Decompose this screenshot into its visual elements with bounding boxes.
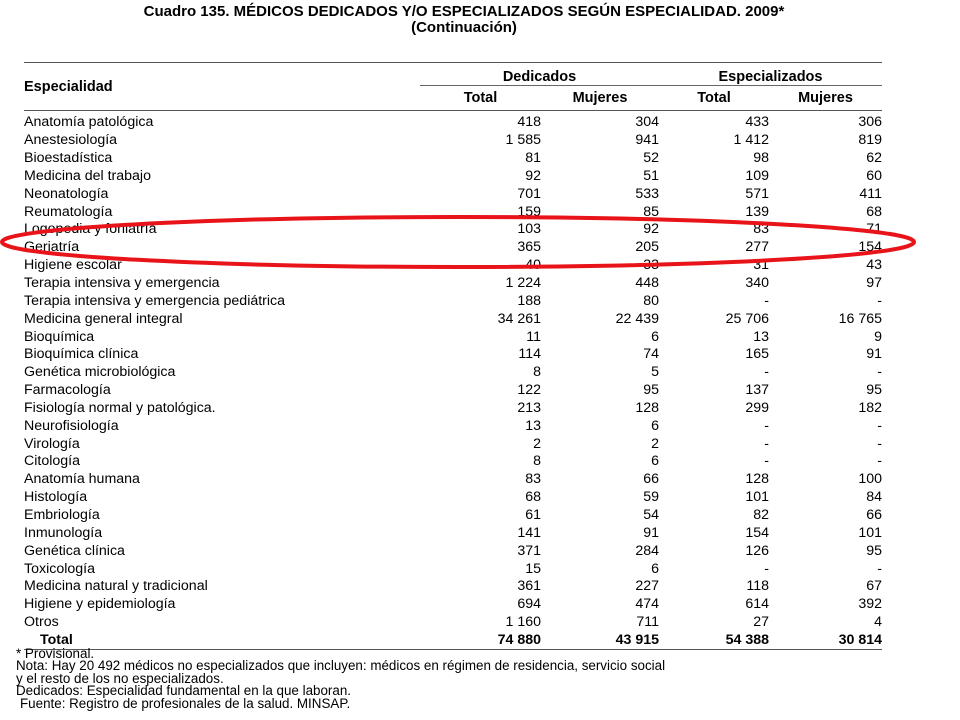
table-row [24, 257, 882, 275]
specialty-name: Fisiología normal y patológica. [24, 399, 216, 416]
specialized-women-value: 4 [874, 614, 882, 631]
header-specialized-women: Mujeres [769, 86, 882, 111]
specialty-name: Inmunología [24, 524, 103, 541]
specialty-name: Neonatología [24, 185, 109, 202]
table-row [24, 524, 882, 542]
dedicated-total-value: 371 [517, 542, 541, 559]
dedicated-total-value: 92 [525, 167, 541, 184]
dedicated-total-value: 8 [533, 364, 541, 381]
specialized-women-value: 306 [858, 114, 882, 131]
dedicated-women-value: 284 [635, 542, 659, 559]
specialized-women-value: 95 [866, 382, 882, 399]
specialized-women-value: 84 [866, 489, 882, 506]
table-row [24, 346, 882, 364]
specialty-name: Genética clínica [24, 542, 125, 559]
dedicated-women-value: 6 [651, 560, 659, 577]
dedicated-total-value: 1 585 [505, 132, 541, 149]
specialized-women-value: - [877, 364, 882, 381]
specialized-women-value: 16 765 [838, 310, 882, 327]
specialized-women-value: 62 [866, 150, 882, 167]
dedicated-total-value: 15 [525, 560, 541, 577]
specialized-total-value: 83 [753, 221, 769, 238]
specialized-total-value: 165 [745, 346, 769, 363]
dedicated-total-value: 61 [525, 506, 541, 523]
dedicated-total-value: 34 261 [497, 310, 541, 327]
page-title [34, 4, 894, 36]
footnotes [16, 648, 896, 710]
specialized-total-value: - [764, 560, 769, 577]
dedicated-total-value: 2 [533, 435, 541, 452]
header-dedicated: Dedicados [420, 63, 659, 86]
specialty-name: Embriología [24, 506, 100, 523]
specialized-total-value: 1 412 [733, 132, 769, 149]
dedicated-total-value: 418 [517, 114, 541, 131]
note-nota-line2: y el resto de los no especializados. [16, 670, 224, 686]
dedicated-women-value: 6 [651, 417, 659, 434]
specialized-women-value: 100 [858, 471, 882, 488]
specialty-name: Toxicología [24, 560, 95, 577]
header-specialty: Especialidad [24, 63, 420, 111]
dedicated-women-value: 6 [651, 328, 659, 345]
specialty-name: Higiene escolar [24, 257, 122, 274]
specialized-total-value: 27 [753, 614, 769, 631]
dedicated-total-value: 83 [525, 471, 541, 488]
specialized-women-value: 154 [858, 239, 882, 256]
dedicated-total-value: 40 [525, 257, 541, 274]
specialty-name: Anestesiología [24, 132, 118, 149]
dedicated-women-value: 128 [635, 399, 659, 416]
table-row [24, 542, 882, 560]
specialized-total-value: 25 706 [725, 310, 769, 327]
specialty-name: Bioquímica [24, 328, 95, 345]
specialized-women-value: 71 [866, 221, 882, 238]
specialized-total-value: 571 [745, 185, 769, 202]
dedicated-total-value: 1 224 [505, 275, 541, 292]
specialized-total-value: - [764, 453, 769, 470]
specialized-total-value: 118 [746, 578, 769, 595]
specialty-name: Medicina natural y tradicional [24, 578, 208, 595]
specialized-women-value: 30 814 [769, 631, 882, 649]
table-body [24, 111, 882, 650]
specialized-women-value: 101 [858, 524, 882, 541]
specialized-total-value: 299 [745, 399, 769, 416]
specialized-women-value: 66 [866, 506, 882, 523]
dedicated-total-value: 74 880 [420, 631, 541, 649]
dedicated-women-value: 74 [643, 346, 659, 363]
specialized-total-value: - [764, 292, 769, 309]
dedicated-women-value: 43 915 [541, 631, 659, 649]
dedicated-total-value: 188 [517, 292, 541, 309]
table-row [24, 111, 882, 132]
dedicated-women-value: 54 [643, 506, 659, 523]
note-nota-line1: Nota: Hay 20 492 médicos no especializados que incluyen: médicos en régimen de residencia, servicio social [16, 658, 666, 674]
header-dedicated-total: Total [420, 86, 541, 111]
dedicated-women-value: 33 [643, 257, 659, 274]
specialized-total-value: 128 [745, 471, 769, 488]
dedicated-women-value: 6 [651, 453, 659, 470]
specialized-women-value: 819 [858, 132, 882, 149]
dedicated-total-value: 122 [517, 382, 541, 399]
dedicated-women-value: 22 439 [615, 310, 659, 327]
specialty-name: Virología [24, 435, 80, 452]
dedicated-women-value: 66 [643, 471, 659, 488]
dedicated-women-value: 59 [643, 489, 659, 506]
specialized-women-value: - [877, 292, 882, 309]
dedicated-total-value: 694 [517, 596, 541, 613]
dedicated-women-value: 474 [635, 596, 659, 613]
specialized-women-value: - [877, 417, 882, 434]
specialized-women-value: 43 [866, 257, 882, 274]
note-dedicados: Dedicados: Especialidad fundamental en la que laboran. [16, 683, 351, 699]
specialty-name: Genética microbiológica [24, 364, 176, 381]
specialty-name: Bioestadística [24, 150, 113, 167]
dedicated-total-value: 13 [525, 417, 541, 434]
specialized-total-value: 433 [745, 114, 769, 131]
dedicated-women-value: 448 [635, 275, 659, 292]
dedicated-women-value: 227 [635, 578, 659, 595]
table-row [24, 221, 882, 239]
specialty-name: Terapia intensiva y emergencia [24, 275, 220, 292]
table-row [24, 578, 882, 596]
specialized-total-value: 82 [753, 506, 769, 523]
dedicated-women-value: 5 [651, 364, 659, 381]
specialized-women-value: - [877, 453, 882, 470]
dedicated-women-value: 941 [635, 132, 659, 149]
dedicated-total-value: 8 [533, 453, 541, 470]
specialized-total-value: 154 [745, 524, 769, 541]
table-row [24, 400, 882, 418]
specialty-name: Anatomía humana [24, 471, 140, 488]
specialty-name: Bioquímica clínica [24, 346, 139, 363]
specialists-table [24, 62, 882, 650]
table-row [24, 614, 882, 632]
specialized-women-value: - [877, 560, 882, 577]
dedicated-women-value: 2 [651, 435, 659, 452]
table-row [24, 132, 882, 150]
header-specialized: Especializados [659, 63, 882, 86]
table-row [24, 364, 882, 382]
dedicated-total-value: 701 [517, 185, 541, 202]
specialty-name: Farmacología [24, 382, 111, 399]
table-row [24, 168, 882, 186]
specialized-total-value: 101 [745, 489, 769, 506]
specialized-women-value: - [877, 435, 882, 452]
header-specialized-total: Total [659, 86, 769, 111]
specialized-total-value: 614 [745, 596, 769, 613]
specialized-women-value: 67 [866, 578, 882, 595]
specialized-total-value: 31 [753, 257, 769, 274]
table-row [24, 310, 882, 328]
specialty-name: Anatomía patológica [24, 114, 154, 131]
dedicated-total-value: 68 [525, 489, 541, 506]
dedicated-women-value: 91 [643, 524, 659, 541]
specialized-total-value: 137 [745, 382, 769, 399]
specialized-women-value: 91 [866, 346, 882, 363]
dedicated-total-value: 11 [526, 328, 541, 345]
specialty-name: Citología [24, 453, 80, 470]
specialized-total-value: 109 [745, 167, 769, 184]
dedicated-total-value: 365 [517, 239, 541, 256]
title-line-1: Cuadro 135. MÉDICOS DEDICADOS Y/O ESPECIALIZADOS SEGÚN ESPECIALIDAD. 2009* [143, 3, 785, 20]
dedicated-women-value: 92 [643, 221, 659, 238]
table-row [24, 382, 882, 400]
table-row [24, 328, 882, 346]
specialized-total-value: - [764, 417, 769, 434]
specialized-women-value: 68 [866, 203, 882, 220]
dedicated-women-value: 533 [635, 185, 659, 202]
dedicated-women-value: 205 [635, 239, 659, 256]
specialty-name: Terapia intensiva y emergencia pediátrica [24, 292, 286, 309]
specialized-women-value: 182 [858, 399, 882, 416]
dedicated-women-value: 51 [643, 167, 659, 184]
table-row [24, 560, 882, 578]
title-line-2: (Continuación) [411, 19, 517, 36]
table-row [24, 596, 882, 614]
table-row [24, 435, 882, 453]
header-dedicated-women: Mujeres [541, 86, 659, 111]
specialty-name: Medicina general integral [24, 310, 183, 327]
dedicated-women-value: 95 [643, 382, 659, 399]
table-row [24, 150, 882, 168]
specialized-total-value: 126 [745, 542, 769, 559]
dedicated-total-value: 213 [517, 399, 541, 416]
note-provisional: * Provisional. [16, 646, 95, 661]
specialty-name: Medicina del trabajo [24, 167, 151, 184]
table-row [24, 453, 882, 471]
specialized-women-value: 60 [866, 167, 882, 184]
dedicated-women-value: 711 [636, 614, 659, 631]
specialty-name: Higiene y epidemiología [24, 596, 176, 613]
specialized-total-value: - [764, 435, 769, 452]
table-row [24, 292, 882, 310]
specialty-name: Reumatología [24, 203, 113, 220]
table-row [24, 489, 882, 507]
specialized-women-value: 9 [874, 328, 882, 345]
table-row [24, 417, 882, 435]
specialty-name: Neurofisiología [24, 417, 119, 434]
specialty-name: Otros [24, 614, 59, 631]
dedicated-women-value: 85 [643, 203, 659, 220]
specialty-name: Geriatría [24, 239, 80, 256]
specialized-women-value: 95 [866, 542, 882, 559]
specialty-name: Histología [24, 489, 88, 506]
specialized-total-value: 340 [745, 275, 769, 292]
specialized-women-value: 411 [859, 185, 882, 202]
dedicated-women-value: 80 [643, 292, 659, 309]
specialty-name: Logopedia y foniatría [24, 221, 157, 238]
table-row [24, 471, 882, 489]
specialized-total-value: 277 [745, 239, 769, 256]
specialized-women-value: 392 [858, 596, 882, 613]
dedicated-total-value: 1 160 [505, 614, 541, 631]
dedicated-total-value: 159 [517, 203, 541, 220]
table-row [24, 203, 882, 221]
table-row [24, 185, 882, 203]
specialized-women-value: 97 [866, 275, 882, 292]
specialized-total-value: 139 [745, 203, 769, 220]
dedicated-total-value: 114 [518, 346, 541, 363]
specialized-total-value: - [764, 364, 769, 381]
specialized-total-value: 54 388 [659, 631, 769, 649]
dedicated-total-value: 81 [525, 150, 541, 167]
table-row [24, 239, 882, 257]
specialized-total-value: 98 [753, 150, 769, 167]
dedicated-total-value: 141 [517, 524, 541, 541]
dedicated-women-value: 52 [643, 150, 659, 167]
dedicated-total-value: 103 [517, 221, 541, 238]
dedicated-women-value: 304 [635, 114, 659, 131]
dedicated-total-value: 361 [517, 578, 541, 595]
specialty-name: Total [24, 631, 420, 649]
specialized-total-value: 13 [753, 328, 769, 345]
table-row [24, 507, 882, 525]
note-fuente: Fuente: Registro de profesionales de la salud. MINSAP. [20, 695, 351, 711]
table-row [24, 275, 882, 293]
